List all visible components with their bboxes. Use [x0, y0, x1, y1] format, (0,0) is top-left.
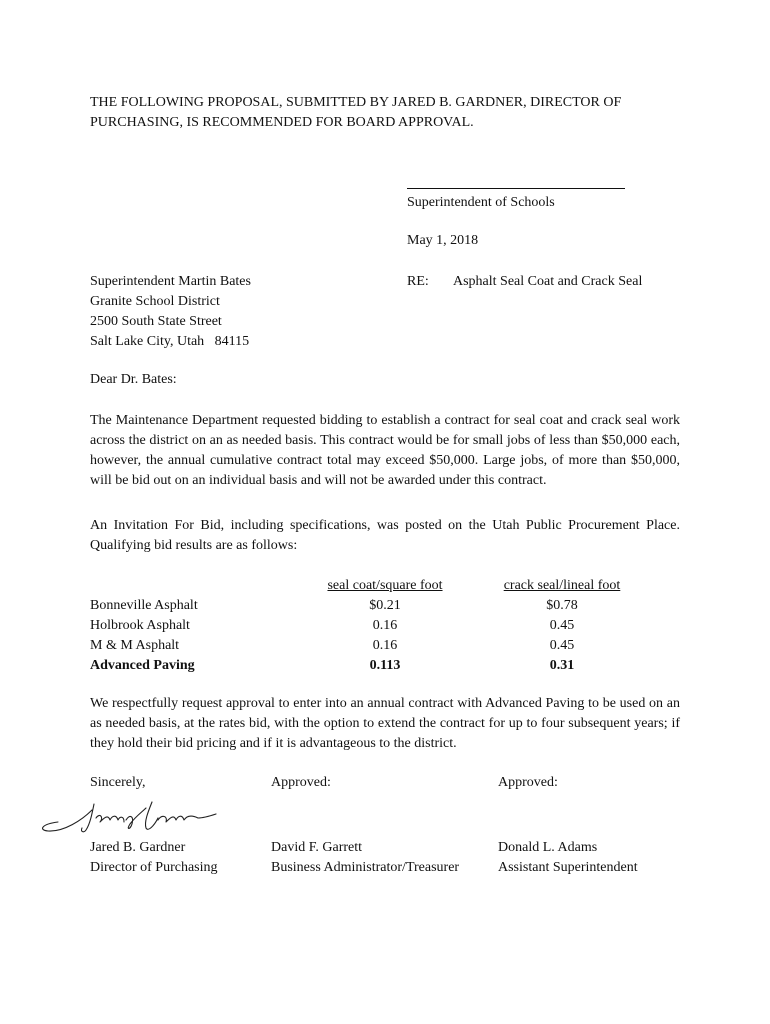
crack-price: $0.78: [546, 598, 578, 613]
bid-results-table: [90, 576, 650, 676]
recipient-address: [90, 272, 251, 352]
bidder-name: Holbrook Asphalt: [90, 618, 190, 633]
paragraph-invitation: An Invitation For Bid, including specifications, was posted on the Utah Public Procurement Place. Qualifying bid results are as follows:: [90, 518, 680, 553]
superintendent-signature-line: [407, 188, 625, 189]
crack-price: 0.31: [549, 658, 575, 673]
signatory-title: Director of Purchasing: [90, 860, 218, 875]
closing-sincerely: Sincerely,: [90, 775, 146, 790]
bidder-name: Advanced Paving: [90, 658, 195, 673]
closing-approved-1: Approved:: [271, 775, 331, 790]
recipient-name: Superintendent Martin Bates: [90, 274, 251, 289]
letter-date: May 1, 2018: [407, 233, 479, 248]
proposal-heading: THE FOLLOWING PROPOSAL, SUBMITTED BY JARED B. GARDNER, DIRECTOR OF PURCHASING, IS RECOMMENDED FOR BOARD APPROVAL.: [90, 95, 622, 130]
seal-price: 0.16: [372, 638, 398, 653]
re-label: RE:: [407, 274, 429, 289]
superintendent-title: Superintendent of Schools: [407, 195, 555, 210]
seal-price: $0.21: [369, 598, 401, 613]
signatory-adams: [498, 838, 638, 878]
signatory-gardner: [90, 838, 218, 878]
signatory-title: Assistant Superintendent: [498, 860, 638, 875]
bid-table-header: [90, 576, 650, 596]
header-seal-coat: seal coat/square foot: [327, 578, 443, 593]
bidder-name: M & M Asphalt: [90, 638, 180, 653]
signatory-title: Business Administrator/Treasurer: [271, 860, 460, 875]
header-crack-seal: crack seal/lineal foot: [503, 578, 621, 593]
recipient-org: Granite School District: [90, 294, 220, 309]
bidder-name: Bonneville Asphalt: [90, 598, 198, 613]
signatory-garrett: [271, 838, 459, 878]
table-row: [90, 616, 650, 636]
recipient-city: Salt Lake City, Utah 84115: [90, 334, 250, 349]
signatory-name: Jared B. Gardner: [90, 840, 186, 855]
signatory-name: David F. Garrett: [271, 840, 363, 855]
table-row-winner: [90, 656, 650, 676]
crack-price: 0.45: [549, 618, 575, 633]
table-row: [90, 596, 650, 616]
recipient-street: 2500 South State Street: [90, 314, 222, 329]
re-subject: Asphalt Seal Coat and Crack Seal: [453, 274, 643, 289]
seal-price: 0.113: [369, 658, 401, 673]
signatory-name: Donald L. Adams: [498, 840, 598, 855]
salutation: Dear Dr. Bates:: [90, 372, 177, 387]
closing-approved-2: Approved:: [498, 775, 558, 790]
handwritten-signature: [34, 796, 234, 836]
table-row: [90, 636, 650, 656]
re-line: [407, 272, 642, 292]
paragraph-scope: The Maintenance Department requested bidding to establish a contract for seal coat and crack seal work across the district on an as needed basis. This contract would be for small jobs of less than $50,000 each, however, the annual cumulative contract total may exceed $50,000. Large jobs, of more than $50,000, will be bid out on an individual basis and will not be awarded under this contract.: [90, 413, 680, 488]
paragraph-request: We respectfully request approval to enter into an annual contract with Advanced Paving to be used on an as needed basis, at the rates bid, with the option to extend the contract for up to four subsequent years; if they hold their bid pricing and if it is advantageous to the district.: [90, 696, 680, 751]
crack-price: 0.45: [549, 638, 575, 653]
seal-price: 0.16: [372, 618, 398, 633]
